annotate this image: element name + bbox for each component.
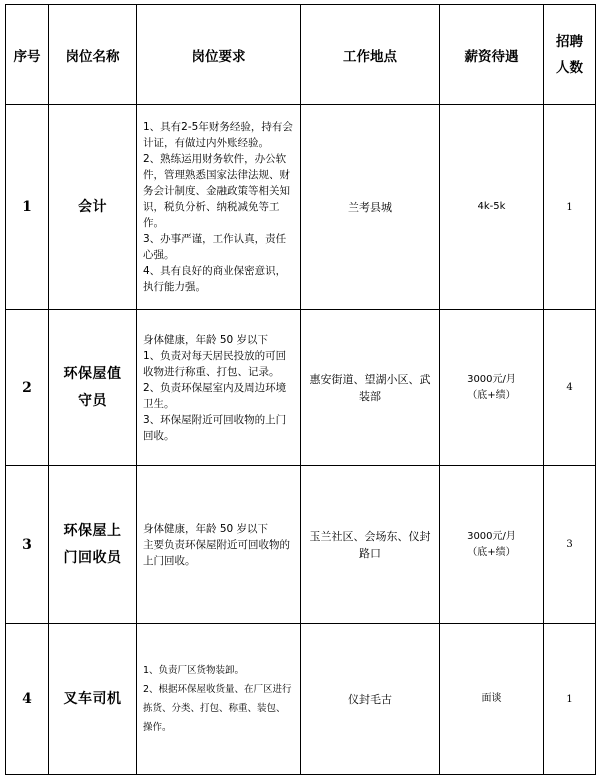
row-position-name xyxy=(49,624,137,775)
requirement-line: 身体健康，年龄 50 岁以下 xyxy=(143,522,269,535)
row-position-name xyxy=(49,310,137,466)
salary-line: （底+绩） xyxy=(467,389,516,401)
header-salary: 薪资待遇 xyxy=(440,5,544,105)
recruitment-table-wrapper xyxy=(5,4,596,775)
salary-line: 3000元/月 xyxy=(467,373,516,385)
header-position-name: 岗位名称 xyxy=(49,5,137,105)
table-row xyxy=(6,310,596,466)
salary-line: 面谈 xyxy=(481,693,502,704)
requirement-line: 4、具有良好的商业保密意识，执行能力强。 xyxy=(143,265,287,293)
row-salary xyxy=(440,310,544,466)
row-salary xyxy=(440,624,544,775)
requirement-line: 1、负责对每天居民投放的可回收物进行称重、打包、记录。 xyxy=(143,349,287,378)
row-seq: 4 xyxy=(6,624,49,775)
position-name-line: 叉车司机 xyxy=(63,690,122,707)
header-count xyxy=(544,5,596,105)
requirement-line: 1、具有2-5年财务经验，持有会计证，有做过内外账经验。 xyxy=(143,121,293,149)
requirement-line: 2、负责环保屋室内及周边环境卫生。 xyxy=(143,381,287,410)
table-row xyxy=(6,624,596,775)
row-position-name xyxy=(49,466,137,624)
row-count: 4 xyxy=(544,310,596,466)
row-requirements xyxy=(137,310,301,466)
position-name-line: 环保屋上 xyxy=(63,522,122,539)
position-name-line: 门回收员 xyxy=(63,549,122,566)
row-seq: 3 xyxy=(6,466,49,624)
row-requirements xyxy=(137,624,301,775)
row-seq: 1 xyxy=(6,105,49,310)
requirement-line: 2、根据环保屋收货量、在厂区进行拣货、分类、打包、称重、装包、操作。 xyxy=(143,684,292,733)
row-location: 兰考县城 xyxy=(301,105,440,310)
recruitment-table xyxy=(5,4,596,775)
row-count: 3 xyxy=(544,466,596,624)
position-name-line: 环保屋值 xyxy=(63,365,122,382)
row-count: 1 xyxy=(544,624,596,775)
table-row xyxy=(6,466,596,624)
row-requirements xyxy=(137,466,301,624)
row-salary xyxy=(440,466,544,624)
requirement-line: 3、办事严谨，工作认真，责任心强。 xyxy=(143,233,287,261)
header-requirements: 岗位要求 xyxy=(137,5,301,105)
table-row xyxy=(6,105,596,310)
table-header-row xyxy=(6,5,596,105)
position-name-line: 会计 xyxy=(78,198,107,215)
requirement-line: 身体健康，年龄 50 岁以下 xyxy=(143,333,269,346)
header-location: 工作地点 xyxy=(301,5,440,105)
salary-line: 4k-5k xyxy=(477,201,506,212)
row-location: 惠安街道、望湖小区、武装部 xyxy=(301,310,440,466)
salary-line: 3000元/月 xyxy=(467,530,516,542)
row-count: 1 xyxy=(544,105,596,310)
salary-line: （底+绩） xyxy=(467,546,516,558)
row-seq: 2 xyxy=(6,310,49,466)
header-seq: 序号 xyxy=(6,5,49,105)
row-requirements xyxy=(137,105,301,310)
row-position-name xyxy=(49,105,137,310)
row-salary xyxy=(440,105,544,310)
row-location: 仪封毛古 xyxy=(301,624,440,775)
requirement-line: 1、负责厂区货物装卸。 xyxy=(143,665,245,676)
position-name-line: 守员 xyxy=(78,392,107,409)
requirement-line: 3、环保屋附近可回收物的上门回收。 xyxy=(143,413,287,442)
requirement-line: 主要负责环保屋附近可回收物的上门回收。 xyxy=(143,538,290,567)
requirement-line: 2、熟练运用财务软件，办公软件，管理熟悉国家法律法规、财务会计制度、金融政策等相关知识，税负分析、纳税减免等工作。 xyxy=(143,153,290,229)
header-count-line1: 招聘 xyxy=(556,33,583,50)
header-count-line2: 人数 xyxy=(556,59,583,76)
row-location: 玉兰社区、会场东、仪封路口 xyxy=(301,466,440,624)
